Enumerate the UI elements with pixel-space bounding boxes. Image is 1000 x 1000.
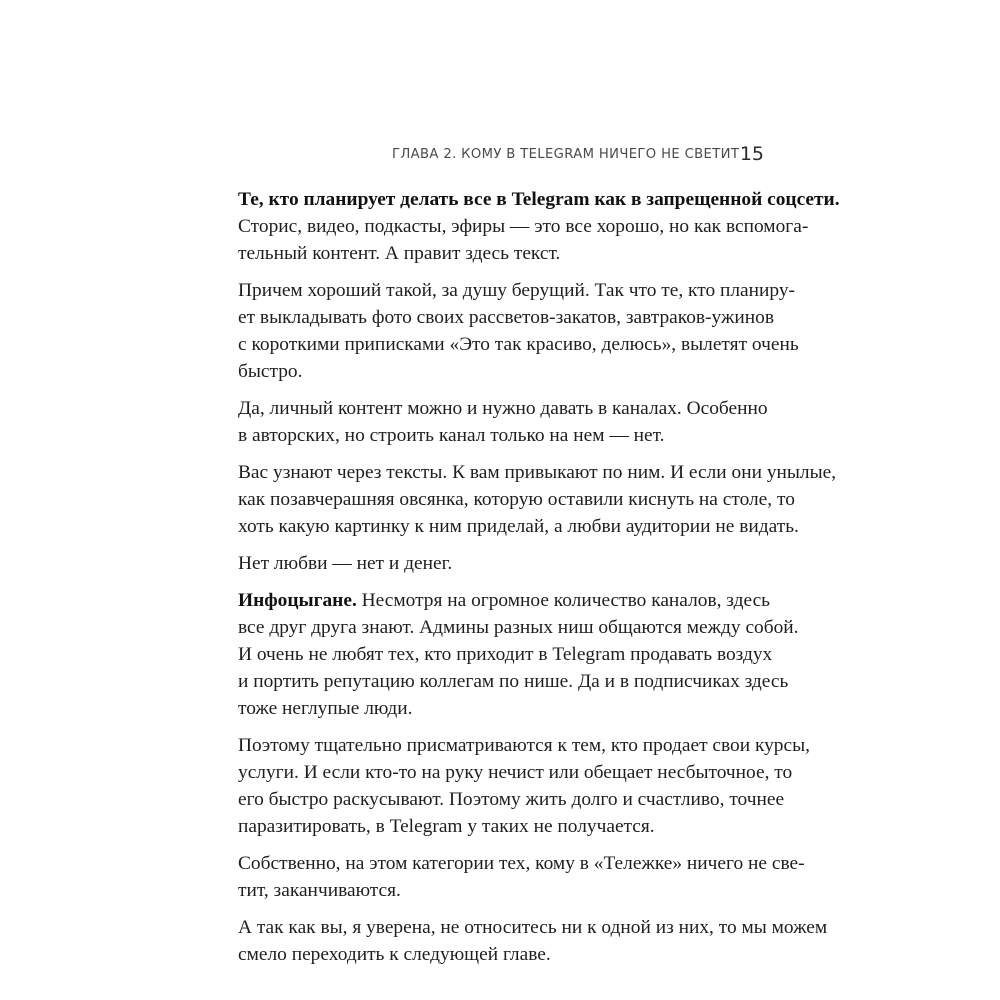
paragraph-categories-end (238, 850, 805, 904)
text-line: Вас узнают через тексты. К вам привыкают по ним. И если они унылые, (238, 462, 837, 483)
text-line: и портить репутацию коллегам по нише. Да и в подписчиках здесь (238, 671, 789, 692)
page-number: 15 (739, 143, 764, 165)
text-line: Нет любви — нет и денег. (238, 553, 453, 574)
text-line: хоть какую картинку к ним приделай, а любви аудитории не видать. (238, 516, 799, 537)
text-line: услуги. И если кто-то на руку нечист или обещает несбыточное, то (238, 762, 793, 783)
text-line: паразитировать, в Telegram у таких не получается. (238, 816, 655, 837)
bold-lead-in: Инфоцыгане. (238, 590, 357, 611)
line-text: Несмотря на огромное количество каналов, здесь (356, 590, 771, 611)
text-line: Да, личный контент можно и нужно давать в каналах. Особенно (238, 398, 768, 419)
text-line: А так как вы, я уверена, не относитесь ни к одной из них, то мы можем (238, 917, 828, 938)
text-line: Собственно, на этом категории тех, кому в «Тележке» ничего не све- (238, 853, 805, 874)
paragraph-texts (238, 459, 837, 540)
paragraph-forbidden-network (238, 186, 840, 267)
text-line: его быстро раскусывают. Поэтому жить долго и счастливо, точнее (238, 789, 785, 810)
body-text (238, 186, 840, 968)
text-line: тоже неглупые люди. (238, 698, 413, 719)
paragraph-next-chapter (238, 914, 828, 968)
text-line: как позавчерашняя овсянка, которую оставили киснуть на столе, то (238, 489, 795, 510)
text-line: смело переходить к следующей главе. (238, 944, 551, 965)
text-line: в авторских, но строить канал только на нем — нет. (238, 425, 665, 446)
bold-lead-in: Те, кто планирует делать все в Telegram как в запрещенной соцсети. (238, 189, 840, 210)
paragraph-good-text (238, 277, 799, 385)
text-line (238, 587, 771, 614)
text-line: Сторис, видео, подкасты, эфиры — это все хорошо, но как вспомога- (238, 216, 809, 237)
text-line (238, 186, 840, 213)
paragraph-personal-content (238, 395, 768, 449)
paragraph-infogypsies (238, 587, 799, 722)
text-line: тит, заканчиваются. (238, 880, 401, 901)
chapter-title: ГЛАВА 2. КОМУ В TELEGRAM НИЧЕГО НЕ СВЕТИТ (392, 147, 740, 162)
text-line: с короткими приписками «Это так красиво, делюсь», вылетят очень (238, 334, 799, 355)
text-line: тельный контент. А правит здесь текст. (238, 243, 561, 264)
text-line: быстро. (238, 361, 303, 382)
paragraph-no-love (238, 550, 763, 577)
paragraph-scrutiny (238, 732, 810, 840)
text-line: Поэтому тщательно присматриваются к тем, кто продает свои курсы, (238, 735, 810, 756)
text-line: все друг друга знают. Админы разных ниш общаются между собой. (238, 617, 799, 638)
text-line: И очень не любят тех, кто приходит в Telegram продавать воздух (238, 644, 773, 665)
running-head (380, 143, 764, 167)
text-line: Причем хороший такой, за душу берущий. Так что те, кто планиру- (238, 280, 795, 301)
text-line: ет выкладывать фото своих рассветов-закатов, завтраков-ужинов (238, 307, 774, 328)
